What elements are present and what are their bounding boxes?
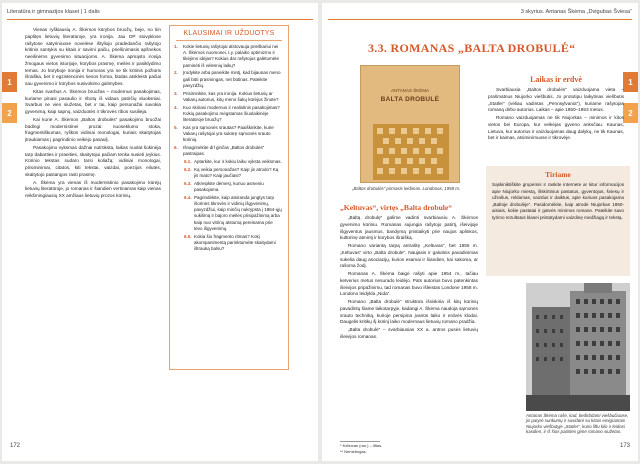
paragraph: Kai kurie A. Škėmos „Baltos drobulės“ pasakojimo bruožai būdingi modernistinei prozai: nuoseklumo stoka, fragmentiškumas, ryškūs vidiniai monologai, kuriais skaitytojas įtraukiamas į pagrindinio veikėjo pasaulį.	[25, 116, 161, 142]
question-text: Aptarkite, kur ir kokiu laiku vyksta veiksmas.	[194, 159, 282, 165]
question-item	[174, 70, 282, 89]
paragraph: Vienas ryškiausių A. Škėmos kūrybos bruožų, beje, no tiin paplitęs lietuvių literatūroje, yra ironija. Jau DP stovyklose rašytose satyriniuose novelėse ištyliojo pradedančio rašytojo kritinis santykis su kitais ir savimi pačiu, priešinimasis apšnekos neeilinėms gyvenimo situacijoms. A. Škėma apmąsto ironija žmogaus vietos istorijoje, kūrybos prasmę, meilės ir pasiklydimo temas. Jo kūryboje ironija ir humoras yra ne tik kritinis požiūris išraiška, bet ir egzistencinės tiesos forma, būdas atskleisti pačiai sau gyvenimo ir kūrybos susivokimo galimybes.	[25, 27, 161, 86]
question-number: 6.1.	[184, 159, 192, 165]
right-page	[322, 3, 638, 461]
cover-title: BALTA DROBULĖ	[380, 96, 440, 103]
chapter-tab-1[interactable]: 1	[623, 72, 638, 92]
chapter-title: 3.3. ROMANAS „BALTA DROBULĖ“	[368, 41, 576, 55]
cover-ornament-icon	[361, 124, 460, 183]
question-text: Ką veikia personažas? Kaip jis atrodo? Ką jis mato? Kaip jaučiasi?	[194, 166, 279, 179]
chapter-tab-2[interactable]: 2	[2, 103, 17, 123]
paragraph: A. Škėma yra vienas iš modernistinio pasakojimo kūrėjų lietuvių literatūroje, jo romanas ir šiandien vertinamas kaip vienas reikšmingiausių XX amžiaus lietuvių prozos kūrinių.	[25, 179, 161, 198]
question-text: Kuo skiriasi modernus ir realistinis pasakojimas? Kokių pasakojimo mėgstamas šiuolaikinėje literatūroje bruožų?	[183, 104, 280, 123]
question-item	[174, 195, 282, 232]
cover-caption: „Baltos drobulės“ pirmasis leidimas. Londonas, 1958 m.	[352, 186, 461, 191]
header-rule	[328, 19, 632, 20]
question-item	[174, 145, 282, 157]
footnote-rule	[340, 441, 380, 442]
question-number: 6.4.	[184, 194, 192, 200]
question-text: Kokie lietuvių rašytojai atstovauja prieškariui nei A. Škėmos nuomonei, t.y. palaiko optimizmo ir tikėjimo idėjas? Kokius dar rašytojus galėtumėte paminėti iš vėlesnių laikų?	[183, 44, 280, 68]
header-rule	[7, 19, 313, 20]
question-text: Atkreipkite dėmesį, kuriuo asmeniu pasakojama.	[194, 180, 264, 193]
paragraph: „Baltą drobulę“ galime vadinti svarbiausiu A. Škėmos gyvenimo kūriniu. Romanas sujungia rašytojo patirtį, išeivijoje išgyventus jausmus, bandymą prisitaikyti prie naujos aplinkos, kultūrinę atmintį ir kūrybos išraišką.	[340, 215, 478, 241]
time-section-text	[488, 87, 624, 143]
question-number: 3.	[174, 90, 178, 96]
question-text: Kas yra sąmonės srautas? Paaiškinkite, kurie Vakarų rašytojai yra sukūrę sąmonės srauto kūrinių.	[183, 124, 274, 143]
question-number: 5.	[174, 124, 178, 130]
question-text: Išnagrinėkite drl ginčas „Baltos drobulės“ pastraipas.	[183, 145, 265, 157]
question-number: 1.	[174, 44, 178, 49]
question-number: 6.	[174, 145, 178, 151]
question-item	[174, 91, 282, 103]
question-item	[174, 167, 282, 179]
question-item	[174, 234, 282, 253]
body-text-right	[340, 215, 478, 437]
footnote: ** Nemirtingas.	[340, 449, 367, 454]
right-page-header: 3 skyrius. Antanas Škėma „Dvigubas Šviesa“	[520, 9, 632, 15]
question-number: 6.5.	[184, 233, 192, 239]
questions-list	[170, 44, 288, 252]
skyscraper-photo	[526, 283, 630, 411]
question-number: 6.3.	[184, 180, 192, 186]
questions-box	[169, 25, 289, 370]
photo-caption: Antanas Škėma rašė, kad, bedirbdami viešbučiuose, jis patyrė sunkumų ir susidūrė su kitais emigrantais Niujorko viešbutyje „Statler“, kurio liftu kilo ir leidosi kasdien, ir iš šios patirties gimė romano siužetas.	[526, 413, 629, 435]
section-title-keltuvas: „Keltuvas“, virtęs „Balta drobule“	[340, 203, 453, 212]
section-title-time: Laikas ir erdvė	[530, 75, 582, 84]
footnote: * Keltuvas (rus.) – liftas.	[340, 443, 383, 448]
question-item	[174, 44, 282, 69]
question-text: Kokia šio fragmento ritmas? Kokį akompanimentą parinktumėte skaitydami ištrauką balsu?	[194, 233, 276, 252]
left-page-header: Literatūra ir gimnazijos klasei | 1 dalis	[7, 9, 100, 15]
page-number-left: 172	[10, 443, 21, 449]
question-number: 4.	[174, 104, 178, 110]
paragraph: Romanas A. Škėma baigė rašyti apie 1954 m., tačiau ketverius metus nesurado leidėjo. Pats autorius buvo patenkintas išeivijos pripažinimu, tad romanas buvo išleistas Londone 1958 m. Londono leidykla „Nida“.	[340, 271, 478, 297]
paragraph: Romano „Balta drobulė“ struktūra išsiskiria iš kitų kūrinių pavadintų šiame laikotarpyje, kadangi A. Škėma naudoja sąmonės srauto techniką, kurioje persipina įvairūs laiko ir erdvės klodai. Daugelis kritikų šį kūrinį laiko modernaus lietuvių romano pradžia.	[340, 299, 478, 325]
question-text: Įrodykite arba paneikite mintį, kad bijaunas meno gali būti prasmingas, net būtinas. Pateikite pavyzdžių.	[183, 70, 281, 88]
question-number: 2.	[174, 70, 178, 76]
body-text-left	[25, 27, 161, 201]
question-text: Prisiminkite, kas yra ironija. Kokius lietuvių ar Vakarų autorius, kitų meno šakų kūrėjus žinote?	[183, 90, 279, 102]
question-item	[174, 181, 282, 193]
paragraph: „Balta drobulė“ – svarbiausias XX a. antros pusės lietuvių išeivijos romanas.	[340, 327, 478, 339]
research-box-title: Tiriame	[545, 170, 571, 179]
chapter-tab-1[interactable]: 1	[2, 72, 17, 92]
questions-title: KLAUSIMAI IR UŽDUOTYS	[183, 30, 275, 37]
research-box	[486, 166, 630, 276]
question-text: Pagrindėkite, kaip atsiranda jungtys tarp išorinės tikrovės ir vidinių išgyvenimų, pavyzdžiui, kaip minčių nukrypsta į 1864-ųjų sukilimą ir bajoro meilės prisipažinimą arba kaip nuo vitrinų atstumą pereinama prie tėvo išgyvenimų.	[194, 194, 282, 231]
question-item	[174, 159, 282, 165]
left-page	[2, 3, 318, 461]
page-number-right: 173	[619, 443, 630, 449]
chapter-tab-2[interactable]: 2	[623, 103, 638, 123]
paragraph: Kitas svarbus A. Škėmos bruožas – modernus pasakojimas, kuriame pinasi pasaulio ir ribotų iš vidaus patirčių sluoksniai. Svarbus ne vien siužetas, bet ir tai, kaip personažai suvokia gyvenimą, kaip sapnų, vaizduotės ir tikrovės ribos susilieja.	[25, 88, 161, 114]
paragraph: Pasakojimo vyksmas dažnai nutrūksta, laikas nuolat šokinėja tarp dabarties ir praeities, skaitytojui pačiam tenka susieti įvykius. Kūrinio tekstas sudaro tarsi koliažą: vidiniai monologai, prisiminimai, citatos, kiti tekstai, vaizdai, poezijos eilutės, skaitytojo pastangos rasti prasmę.	[25, 144, 161, 177]
question-item	[174, 125, 282, 144]
cover-author: ANTANAS ŠKĖMA	[391, 88, 429, 93]
question-number: 6.2.	[184, 166, 192, 172]
paragraph: Svarbiausia „Baltos drobulės“ vaizduojama vieta – prašmatnus Niujorko viešbutis. Jo prototipu laikytinas viešbutis „Statler“ (vėliau vadintas „Pennsylvania“), kuriame rašytojas romaną dirbo autorius. Laikas – apie 1950–1953 metus.	[488, 87, 624, 113]
paragraph: Romano vaizduojamas ne tik Niujorkas – minimos ir kitos vietos bei Europa, kur veikėjas gyveno anksčiau. Kaunas, Lietuva, kur autorius ir vaizduojamas daug dalykų, ne tik Kaunas, bet ir kaimas, atsiminimuose ir tikrovėje.	[488, 115, 624, 141]
research-box-text: Sąskiniktiškite grupėmis ir raskite internete ar kitur informacijos apie Niujorko miestą, išskirtinius pastatus, gyventojus, šviesų ir užrašus, reklamas, vaizdus ir daiktus, apie kuriuos pasakojama „Baltoje drobulėje“. Pasidomėkite, kaip atrodė Niujorkas 1950-aisiais, kokie pastatai ir gatvės minimos romane. Pateikite savo tyrimo rezultatus klasei pristatydami vaizdinę medžiagą ir tekstą.	[492, 182, 624, 220]
paragraph: Romano variantą tarpą antraštę „Keltuvas“, bet 1955 m. „Keltuvas“ virto „Balta drobule“. Naujasis ir galutinis pavadinimas sukelia daug asociacijų, kurios esamai ir šiandien, kai sakoma, ar rašoma žodį.	[340, 243, 478, 269]
book-cover-image	[360, 65, 460, 183]
divider	[176, 40, 282, 41]
question-item	[174, 105, 282, 124]
